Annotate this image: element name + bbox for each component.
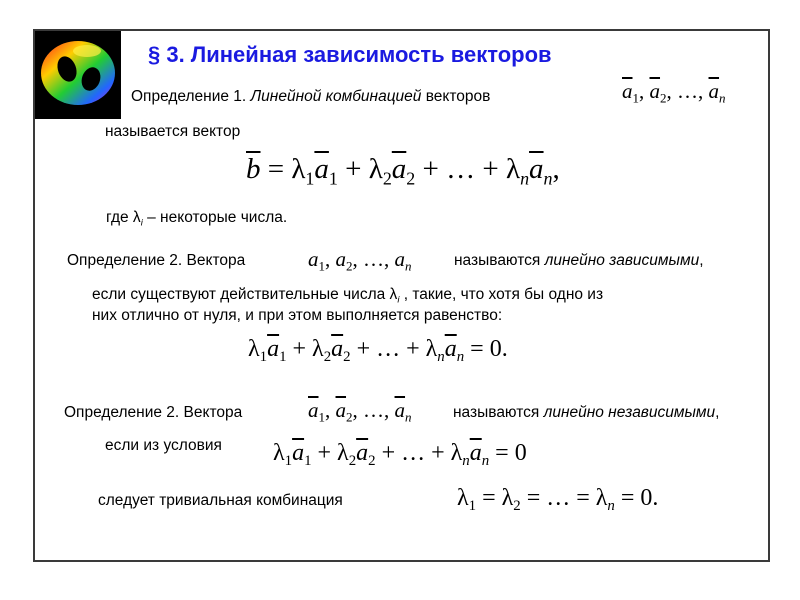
- def2-line2-b: , такие, что хотя бы одно из: [399, 286, 604, 303]
- def1-term: Линейной комбинацией: [250, 88, 422, 105]
- def3-vectors-formula: $\overline{a}_1$, $\overline{a}_2$, …, $\overline{a}_n$: [308, 398, 412, 425]
- def1-prefix: Определение 1.: [131, 88, 251, 105]
- where-prefix: где λ: [106, 209, 141, 226]
- def2-called: [454, 252, 704, 270]
- def3-prefix: Определение 2. Вектора: [64, 404, 243, 421]
- torus-icon: [35, 31, 121, 119]
- logo-image: [35, 31, 121, 119]
- def3-line3: следует тривиальная комбинация: [98, 492, 343, 509]
- def3-called: [453, 404, 719, 422]
- def2-formula: $\lambda_1\overline{a}_1 + \lambda_2\overline{a}_2$ + … + $\lambda_n\overline{a}_n = 0$.: [248, 336, 508, 366]
- slide-title: § 3. Линейная зависимость векторов: [148, 42, 552, 67]
- def1-line2: называется вектор: [105, 123, 241, 140]
- def1-where: [106, 209, 287, 228]
- def3-line2: если из условия: [105, 437, 222, 454]
- def2-line3: них отлично от нуля, и при этом выполняется равенство:: [92, 307, 503, 324]
- def2-index: i: [397, 294, 400, 306]
- def3-called-text: называются: [453, 404, 544, 421]
- def1-vectors-formula: $\overline{a}_1$, $\overline{a}_2$, …, $\overline{a}_n$: [622, 79, 726, 106]
- where-index: i: [140, 217, 143, 229]
- def1-suffix: векторов: [421, 88, 491, 105]
- def2-vectors-formula: $a_1$, $a_2$, …, $a_n$: [308, 247, 412, 274]
- def1-line1: [131, 88, 490, 106]
- def2-comma: ,: [699, 252, 704, 269]
- def3-formula2: $\lambda_1 = \lambda_2$ = … = $\lambda_n = 0$.: [457, 485, 659, 515]
- def2-line2: [92, 286, 603, 305]
- def2-line2-a: если существуют действительные числа λ: [92, 286, 398, 303]
- def3-comma: ,: [715, 404, 720, 421]
- def3-term: линейно независимыми: [543, 404, 716, 421]
- def2-term: линейно зависимыми: [544, 252, 700, 269]
- def2-called-text: называются: [454, 252, 545, 269]
- def2-prefix: Определение 2. Вектора: [67, 252, 246, 269]
- def1-formula: $\overline{b} = \lambda_1\overline{a}_1 + \lambda_2\overline{a}_2$ + … + $\lambda_n\overline{a}_n$,: [246, 153, 560, 189]
- where-suffix: – некоторые числа.: [142, 209, 288, 226]
- def3-formula: $\lambda_1\overline{a}_1 + \lambda_2\overline{a}_2$ + … + $\lambda_n\overline{a}_n = 0$: [273, 440, 527, 470]
